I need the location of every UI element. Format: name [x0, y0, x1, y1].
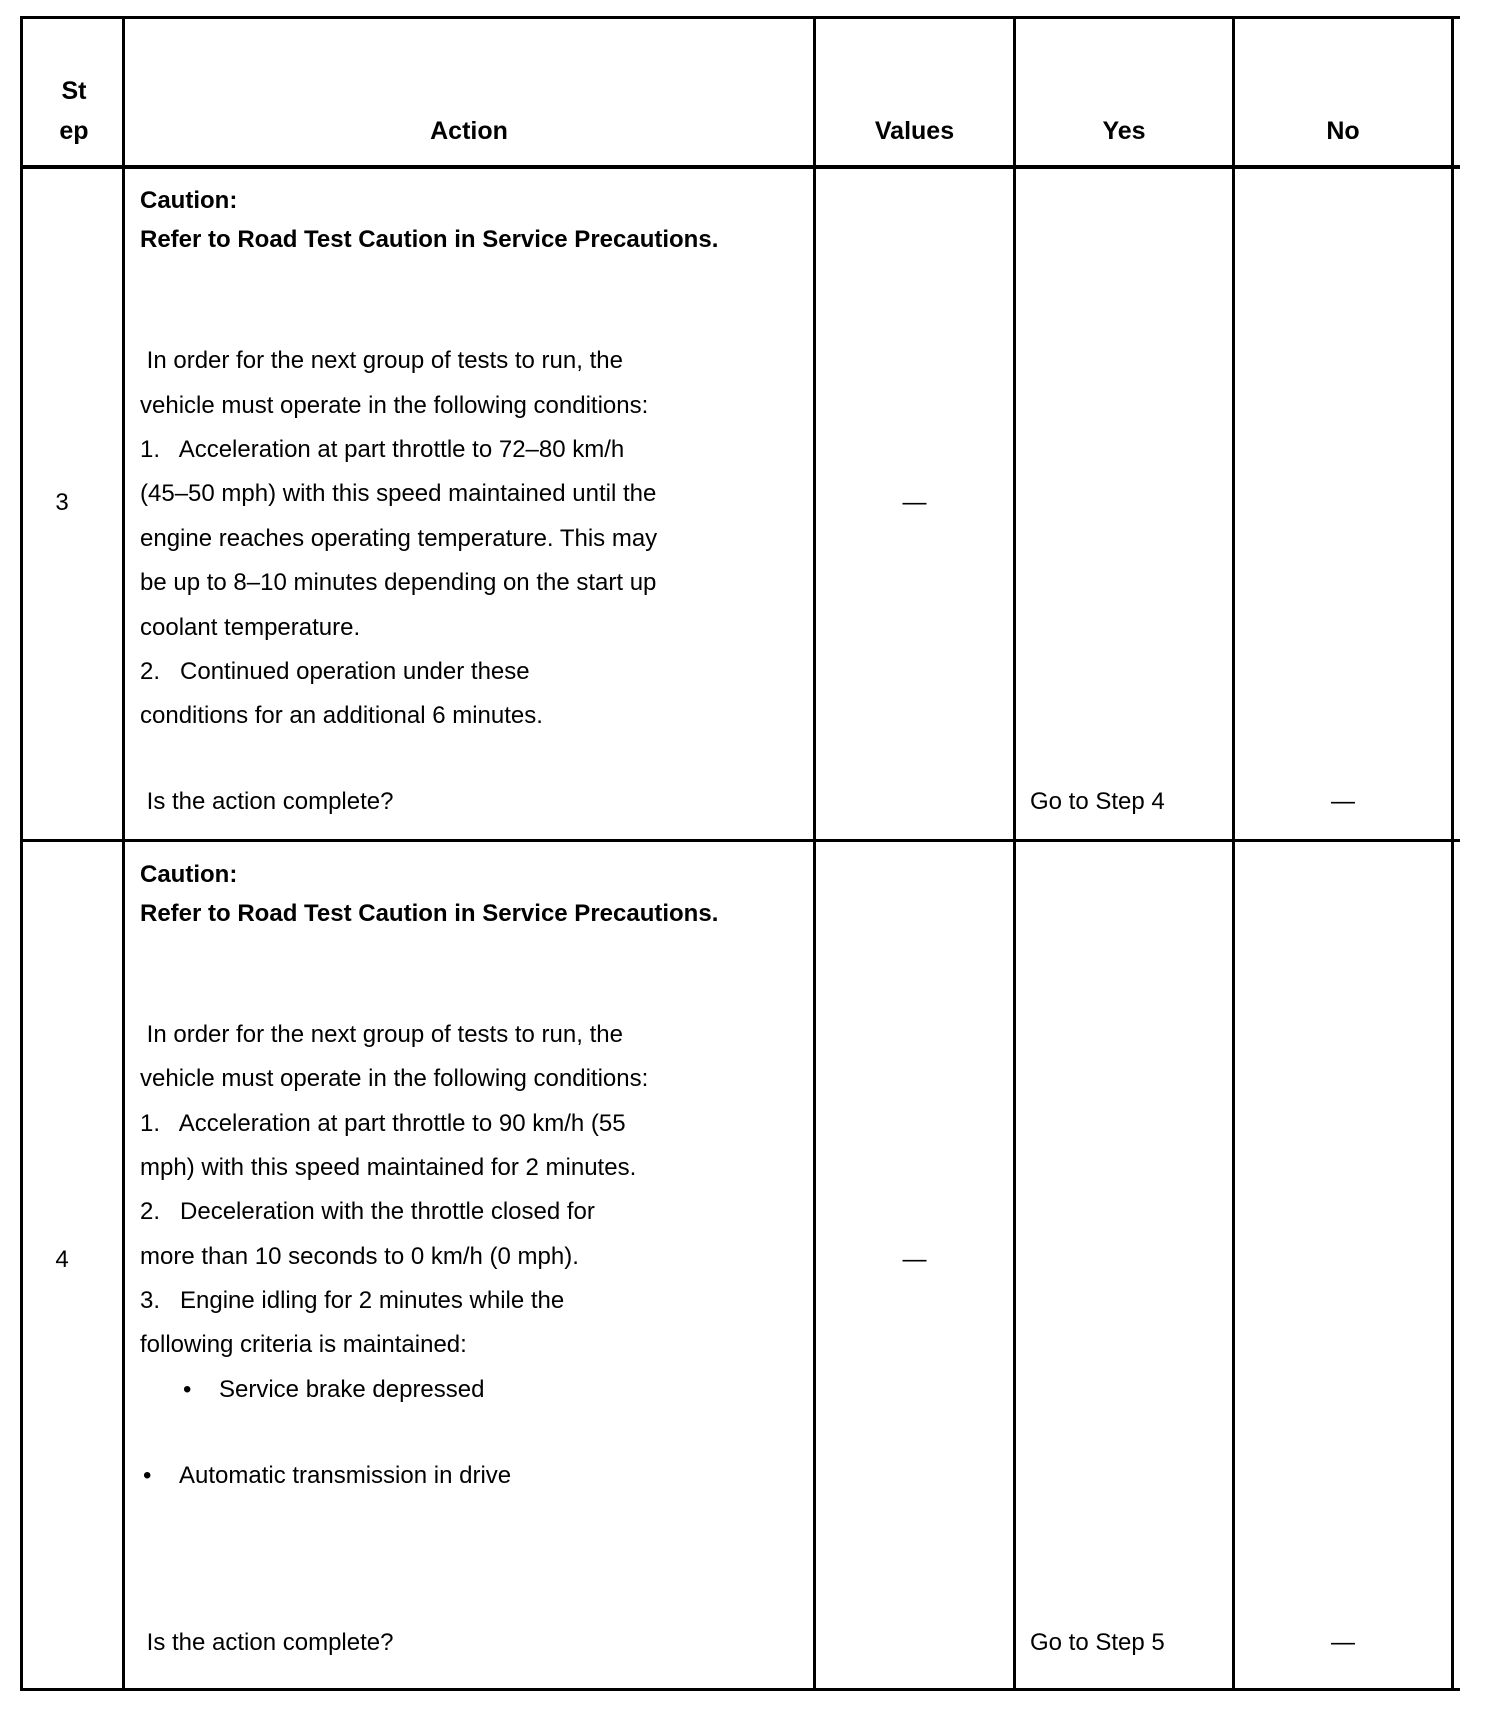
go-to-step-5-link[interactable]: Go to Step 5 [1030, 1629, 1165, 1656]
action-line: vehicle must operate in the following conditions: [140, 1065, 649, 1092]
no-dash: — [1331, 1629, 1355, 1656]
bullet-item: Automatic transmission in drive [179, 1462, 512, 1489]
action-question: Is the action complete? [140, 1629, 394, 1656]
col-line-left [20, 16, 23, 1691]
col-line-step [122, 16, 125, 1691]
action-line: 1. Acceleration at part throttle to 72–80 km/h [140, 436, 625, 463]
action-line: conditions for an additional 6 minutes. [140, 702, 543, 729]
bullet-item: Service brake depressed [219, 1376, 485, 1403]
header-action: Action [430, 117, 508, 145]
action-line: 2. Continued operation under these [140, 658, 530, 685]
action-line: following criteria is maintained: [140, 1331, 467, 1358]
col-line-action [813, 16, 816, 1691]
step-number-4: 4 [55, 1246, 69, 1273]
action-line: engine reaches operating temperature. This may [140, 525, 658, 552]
header-yes: Yes [1102, 117, 1146, 145]
no-dash: — [1331, 788, 1355, 815]
value-dash: — [902, 489, 927, 516]
action-line: In order for the next group of tests to run, the [140, 1021, 623, 1048]
action-line: coolant temperature. [140, 614, 361, 641]
header-values: Values [874, 117, 955, 145]
header-step-line2: ep [59, 117, 89, 145]
action-line: 2. Deceleration with the throttle closed for [140, 1198, 595, 1225]
table-border-bottom [20, 1688, 1460, 1691]
table-border-top [20, 16, 1460, 19]
bullet-icon: • [143, 1462, 152, 1489]
action-line: vehicle must operate in the following conditions: [140, 392, 649, 419]
header-no: No [1326, 117, 1360, 145]
action-line: mph) with this speed maintained for 2 minutes. [140, 1154, 637, 1181]
caution-text: Refer to Road Test Caution in Service Precautions. [140, 900, 719, 927]
action-question: Is the action complete? [140, 788, 394, 815]
caution-text: Refer to Road Test Caution in Service Precautions. [140, 226, 719, 253]
step-number-3: 3 [55, 489, 69, 516]
col-line-values [1013, 16, 1016, 1691]
caution-title: Caution: [140, 187, 238, 214]
col-line-right [1451, 16, 1454, 1691]
row-divider [20, 839, 1460, 842]
action-line: 1. Acceleration at part throttle to 90 km/h (55 [140, 1110, 626, 1137]
header-divider [20, 165, 1460, 169]
col-line-yes [1232, 16, 1235, 1691]
header-step-line1: St [61, 77, 87, 105]
action-line: 3. Engine idling for 2 minutes while the [140, 1287, 565, 1314]
caution-title: Caution: [140, 861, 238, 888]
value-dash: — [902, 1246, 927, 1273]
action-line: (45–50 mph) with this speed maintained until the [140, 480, 657, 507]
go-to-step-4-link[interactable]: Go to Step 4 [1030, 788, 1165, 815]
action-line: In order for the next group of tests to run, the [140, 347, 623, 374]
bullet-icon: • [183, 1376, 192, 1403]
action-line: more than 10 seconds to 0 km/h (0 mph). [140, 1243, 579, 1270]
action-line: be up to 8–10 minutes depending on the start up [140, 569, 657, 596]
